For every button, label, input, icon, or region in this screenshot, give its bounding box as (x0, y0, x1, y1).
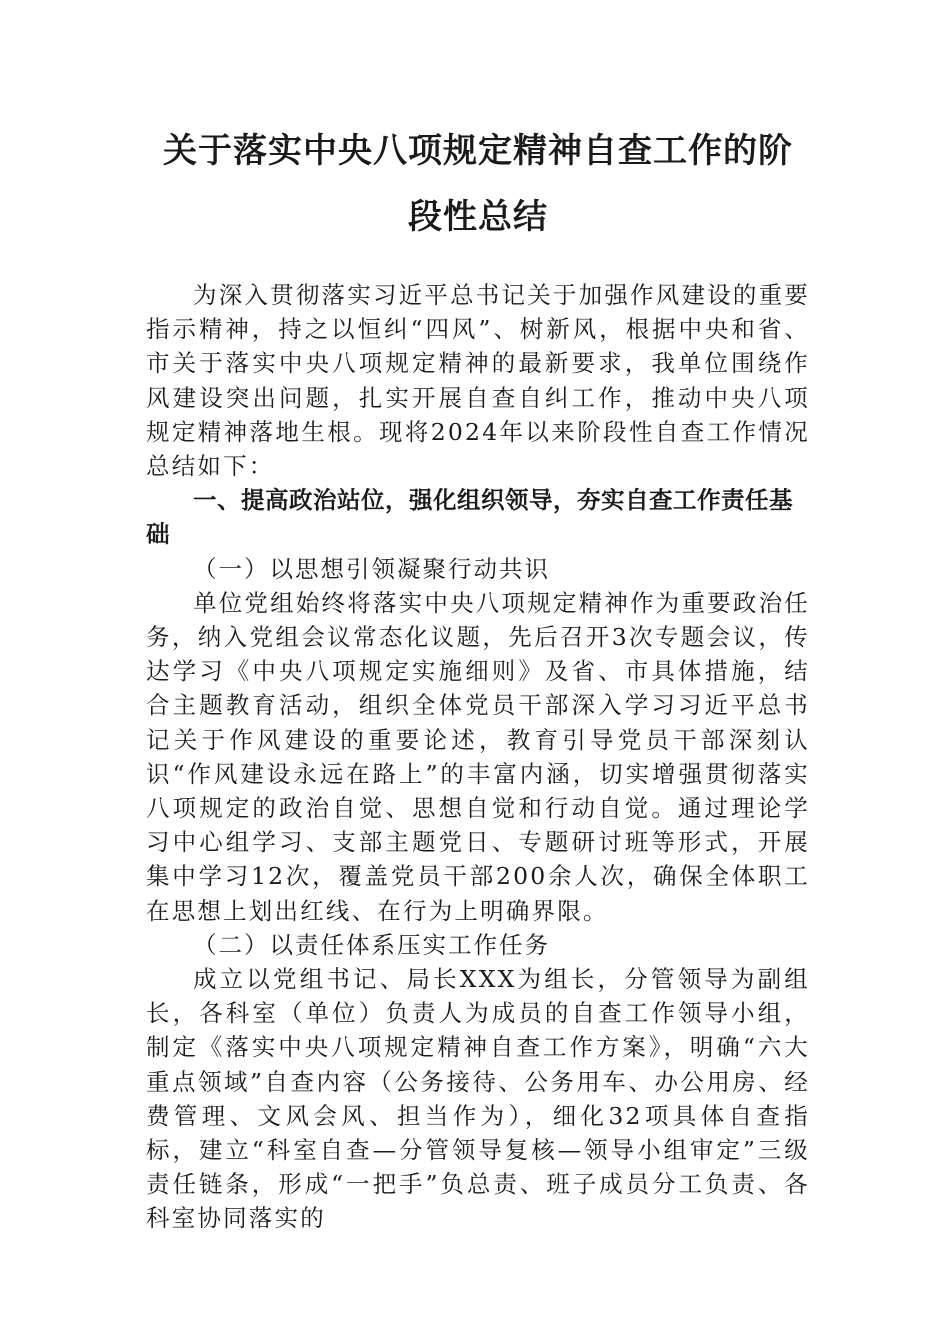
subsection-2-body: 成立以党组书记、局长XXX为组长，分管领导为副组长，各科室（单位）负责人为成员的自查工作领导小组，制定《落实中央八项规定精神自查工作方案》，明确“六大重点领域”自查内容（公务接待、公务用车、办公用房、经费管理、文风会风、担当作为），细化32项具体自查指标，建立“科室自查—分管领导复核—领导小组审定”三级责任链条，形成“一把手”负总责、班子成员分工负责、各科室协同落实的 (146, 965, 810, 1233)
intro-paragraph: 为深入贯彻落实习近平总书记关于加强作风建设的重要指示精神，持之以恒纠“四风”、树新风，根据中央和省、市关于落实中央八项规定精神的最新要求，我单位围绕作风建设突出问题，扎实开展自查自纠工作，推动中央八项规定精神落地生根。现将2024年以来阶段性自查工作情况总结如下： (146, 281, 810, 481)
section-1-heading: 一、提高政治站位，强化组织领导，夯实自查工作责任基础 (146, 486, 793, 549)
subsection-1-heading: （一）以思想引领凝聚行动共识 (193, 554, 550, 583)
document-page (146, 118, 810, 1236)
subsection-2-heading: （二）以责任体系压实工作任务 (193, 930, 550, 959)
title-line-1: 关于落实中央八项规定精神自查工作的阶 (163, 131, 793, 171)
title-line-2: 段性总结 (408, 197, 548, 237)
subsection-1-body: 单位党组始终将落实中央八项规定精神作为重要政治任务，纳入党组会议常态化议题，先后召开3次专题会议，传达学习《中央八项规定实施细则》及省、市具体措施，结合主题教育活动，组织全体党员干部深入学习习近平总书记关于作风建设的重要论述，教育引导党员干部深刻认识“作风建设永远在路上”的丰富内涵，切实增强贯彻落实八项规定的政治自觉、思想自觉和行动自觉。通过理论学习中心组学习、支部主题党日、专题研讨班等形式，开展集中学习12次，覆盖党员干部200余人次，确保全体职工在思想上划出红线、在行为上明确界限。 (146, 588, 810, 925)
document-title (146, 118, 810, 250)
